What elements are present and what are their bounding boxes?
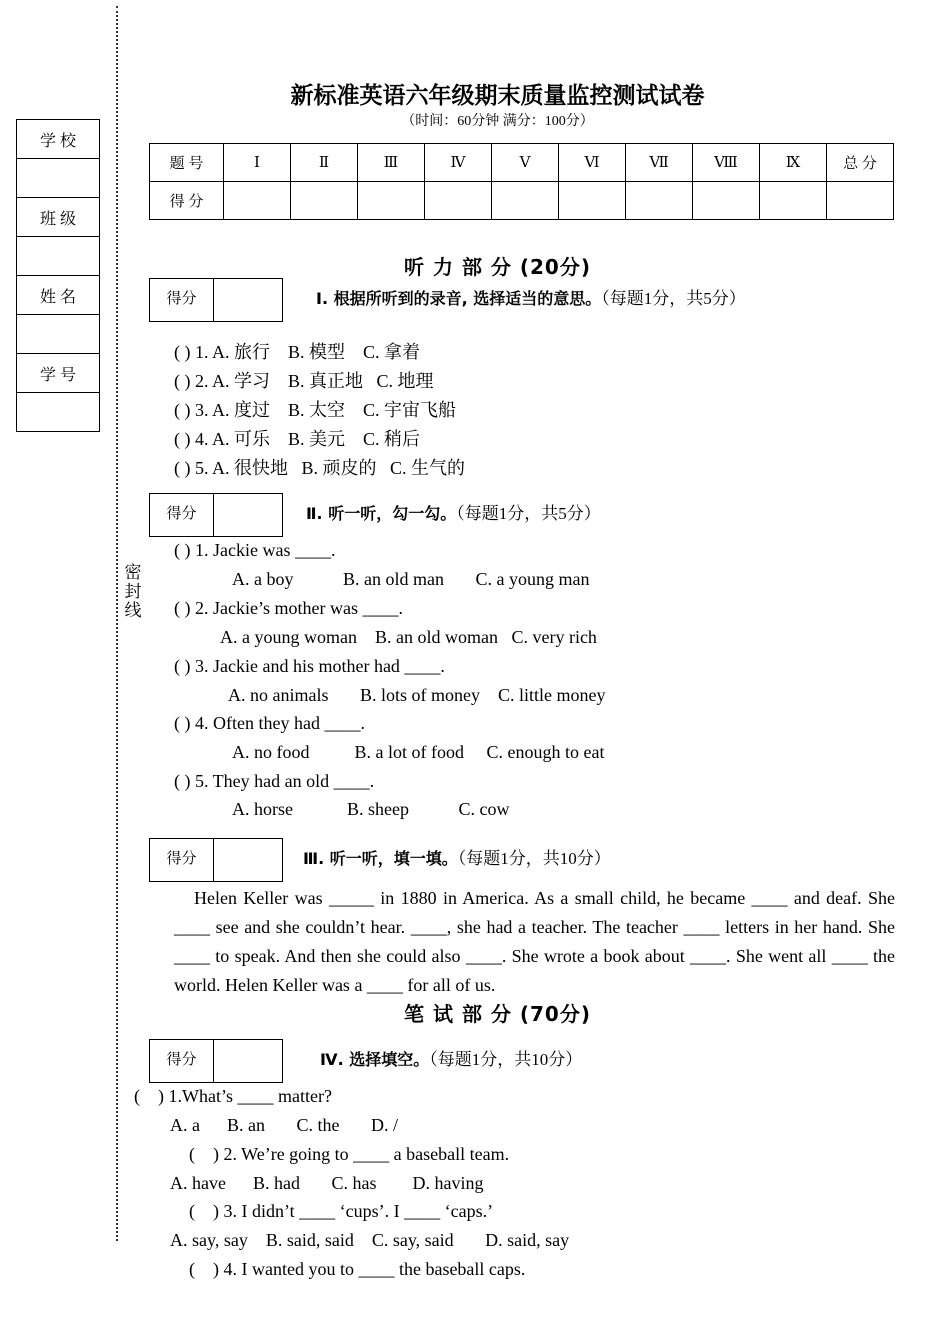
- scorebox-field[interactable]: [214, 494, 282, 536]
- part4-question-2: ( ) 2. We’re going to ____ a baseball team.: [189, 1144, 510, 1164]
- class-label: 班 级: [17, 198, 100, 237]
- scorebox-label: 得分: [150, 494, 214, 536]
- part2-question-1: ( ) 1. Jackie was ____.: [174, 540, 336, 560]
- score-cell[interactable]: [224, 182, 291, 220]
- part1-item-2: ( ) 2. A. 学习 B. 真正地 C. 地理: [174, 371, 434, 391]
- score-cell[interactable]: [626, 182, 693, 220]
- student-number-label: 学 号: [17, 354, 100, 393]
- part3-passage: Helen Keller was _____ in 1880 in America. As a small child, he became ____ and deaf. She ____ see and she couldn’t hear. ____, she had a teacher. The teacher ____ letters in her hand. She ____ to speak. And then she could also ____. She wrote a book about ____. She went all ____ the world. Helen Keller was a ____ for all of us.: [174, 888, 895, 995]
- part2-note: （每题1分，共5分）: [456, 504, 601, 523]
- part1-item-1: ( ) 1. A. 旅行 B. 模型 C. 拿着: [174, 342, 421, 362]
- seal-label: 密封线: [124, 563, 142, 620]
- scorebox-field[interactable]: [214, 1040, 282, 1082]
- score-cell[interactable]: [358, 182, 425, 220]
- score-cell[interactable]: [291, 182, 358, 220]
- score-col-5: Ⅴ: [492, 144, 559, 182]
- part2-question-2: ( ) 2. Jackie’s mother was ____.: [174, 598, 403, 618]
- score-cell[interactable]: [425, 182, 492, 220]
- exam-title: 新标准英语六年级期末质量监控测试试卷: [290, 83, 705, 109]
- part2-question-3: ( ) 3. Jackie and his mother had ____.: [174, 656, 445, 676]
- score-cell[interactable]: [492, 182, 559, 220]
- part2-options-4: A. no food B. a lot of food C. enough to eat: [232, 742, 605, 762]
- name-label: 姓 名: [17, 276, 100, 315]
- part2-options-2: A. a young woman B. an old woman C. very rich: [220, 627, 597, 647]
- name-field[interactable]: [17, 315, 100, 354]
- part1-note: （每题1分，共5分）: [601, 289, 746, 308]
- part4-options-2: A. have B. had C. has D. having: [170, 1173, 484, 1193]
- total-score-cell[interactable]: [827, 182, 894, 220]
- score-col-7: Ⅶ: [626, 144, 693, 182]
- score-cell[interactable]: [693, 182, 760, 220]
- part2-question-4: ( ) 4. Often they had ____.: [174, 713, 365, 733]
- scorebox-field[interactable]: [214, 839, 282, 881]
- score-col-4: Ⅳ: [425, 144, 492, 182]
- part1-item-3: ( ) 3. A. 度过 B. 太空 C. 宇宙飞船: [174, 400, 457, 420]
- part2-heading: [306, 499, 601, 524]
- score-row-label: 得 分: [150, 182, 224, 220]
- score-cell[interactable]: [760, 182, 827, 220]
- part2-question-5: ( ) 5. They had an old ____.: [174, 771, 375, 791]
- part3-heading: [303, 844, 611, 869]
- student-number-field[interactable]: [17, 393, 100, 432]
- listening-section-title: 听 力 部 分 (20分): [404, 255, 591, 279]
- part4-scorebox: [149, 1039, 283, 1083]
- part2-options-3: A. no animals B. lots of money C. little money: [228, 685, 606, 705]
- score-col-9: Ⅸ: [760, 144, 827, 182]
- score-col-6: Ⅵ: [559, 144, 626, 182]
- school-label: 学 校: [17, 120, 100, 159]
- part4-question-3: ( ) 3. I didn’t ____ ‘cups’. I ____ ‘caps.’: [189, 1201, 494, 1221]
- part3-scorebox: [149, 838, 283, 882]
- score-col-8: Ⅷ: [693, 144, 760, 182]
- part2-options-5: A. horse B. sheep C. cow: [232, 799, 510, 819]
- part3-note: （每题1分，共10分）: [457, 849, 611, 868]
- part4-note: （每题1分，共10分）: [429, 1050, 583, 1069]
- part2-options-1: A. a boy B. an old man C. a young man: [232, 569, 590, 589]
- part4-heading-text: Ⅳ. 选择填空。: [320, 1050, 430, 1069]
- score-col-1: Ⅰ: [224, 144, 291, 182]
- score-cell[interactable]: [559, 182, 626, 220]
- part4-question-4: ( ) 4. I wanted you to ____ the baseball caps.: [189, 1259, 526, 1279]
- part2-heading-text: Ⅱ. 听一听，勾一勾。: [306, 504, 457, 523]
- part4-question-1: ( ) 1.What’s ____ matter?: [134, 1086, 332, 1106]
- seal-dotted-line: [116, 6, 118, 1241]
- score-col-2: Ⅱ: [291, 144, 358, 182]
- scorebox-label: 得分: [150, 279, 214, 321]
- total-label: 总 分: [827, 144, 894, 182]
- scorebox-field[interactable]: [214, 279, 282, 321]
- part3-heading-text: Ⅲ. 听一听，填一填。: [303, 849, 458, 868]
- writing-section-title: 笔 试 部 分 (70分): [404, 1002, 591, 1026]
- part4-options-1: A. a B. an C. the D. /: [170, 1115, 398, 1135]
- scorebox-label: 得分: [150, 839, 214, 881]
- part1-heading: [316, 284, 746, 309]
- part4-heading: [320, 1045, 582, 1070]
- part2-scorebox: [149, 493, 283, 537]
- school-field[interactable]: [17, 159, 100, 198]
- part1-heading-text: Ⅰ. 根据所听到的录音, 选择适当的意思。: [316, 289, 602, 308]
- exam-subtitle: （时间：60分钟 满分：100分）: [401, 114, 594, 129]
- part1-item-4: ( ) 4. A. 可乐 B. 美元 C. 稍后: [174, 429, 421, 449]
- part1-item-5: ( ) 5. A. 很快地 B. 顽皮的 C. 生气的: [174, 458, 466, 478]
- scorebox-label: 得分: [150, 1040, 214, 1082]
- part4-options-3: A. say, say B. said, said C. say, said D. said, say: [170, 1230, 570, 1250]
- part1-scorebox: [149, 278, 283, 322]
- score-col-3: Ⅲ: [358, 144, 425, 182]
- question-number-label: 题 号: [150, 144, 224, 182]
- score-table: [149, 143, 894, 220]
